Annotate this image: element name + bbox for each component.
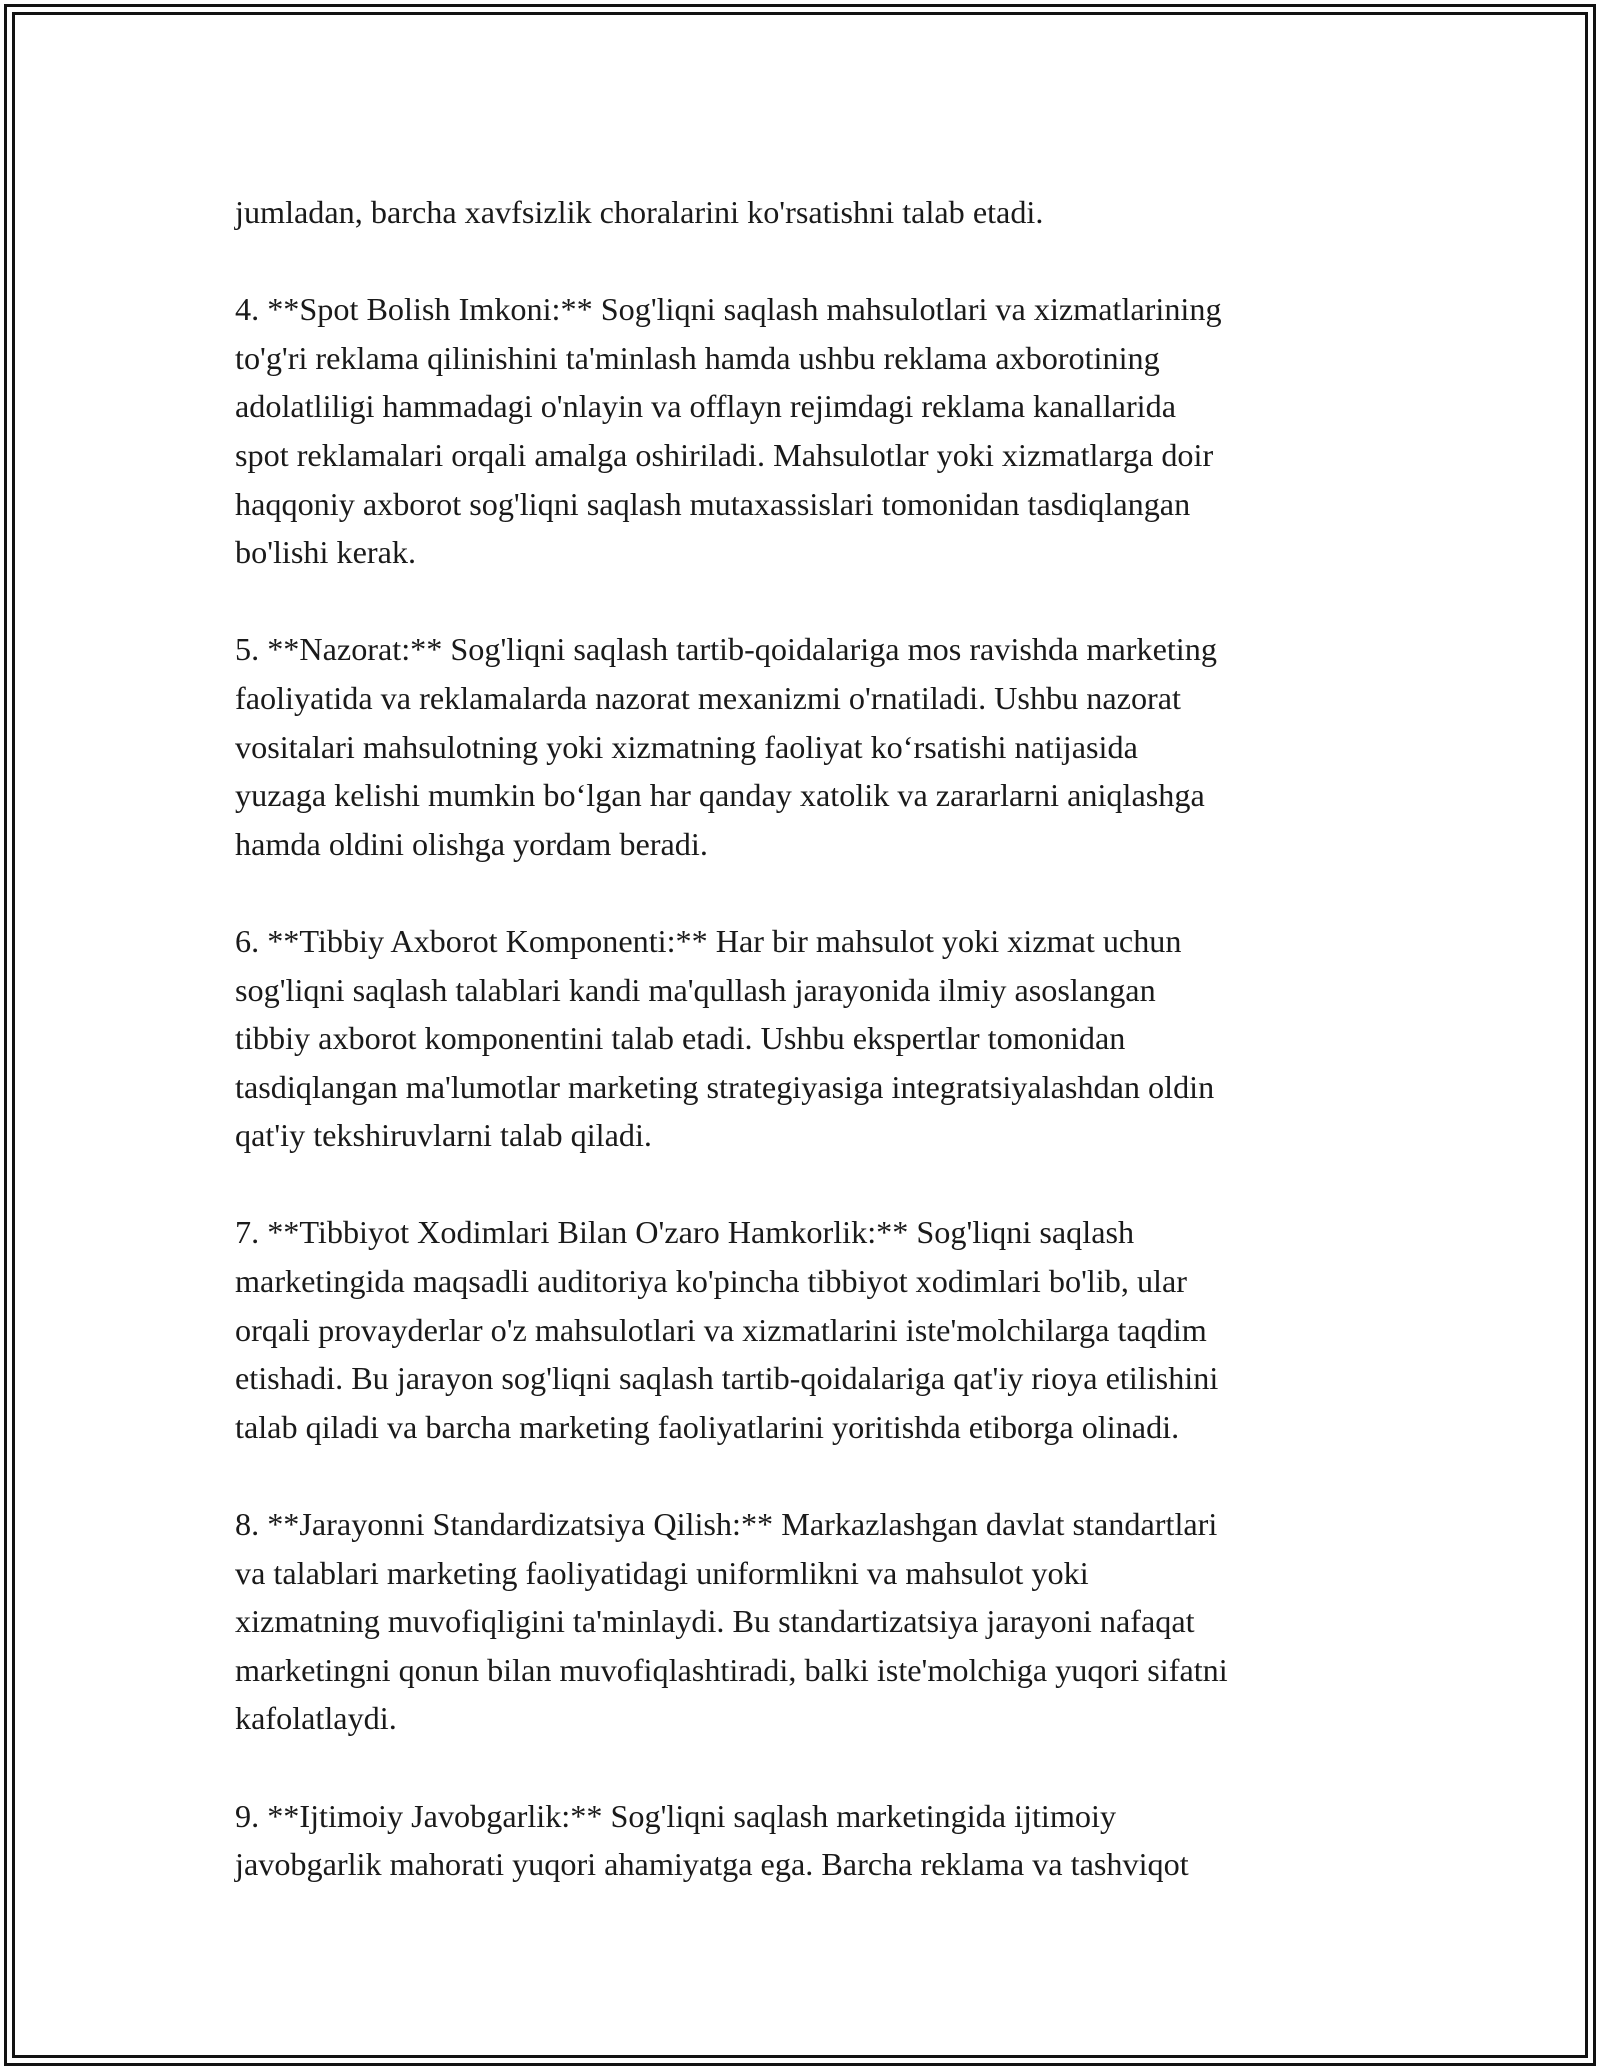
paragraph-item-6: 6. **Tibbiy Axborot Komponenti:** Har bir mahsulot yoki xizmat uchun sog'liqni saqlash talablari kandi ma'qullash jarayonida ilmiy asoslangan tibbiy axborot komponentini talab etadi. Ushbu ekspertlar tomonidan tasdiqlangan ma'lumotlar marketing strategiyasiga integratsiyalashdan oldin qat'iy tekshiruvlarni talab qiladi. bbox=[235, 922, 1215, 1154]
paragraph-item-7: 7. **Tibbiyot Xodimlari Bilan O'zaro Hamkorlik:** Sog'liqni saqlash marketingida maqsadli auditoriya ko'pincha tibbiyot xodimlari bo'lib, ular orqali provayderlar o'z mahsulotlari va xizmatlarini iste'molchilarga taqdim etishadi. Bu jarayon sog'liqni saqlash tartib-qoidalariga qat'iy rioya etilishini talab qiladi va barcha marketing faoliyatlarini yoritishda etiborga olinadi. bbox=[235, 1214, 1219, 1445]
paragraph-continuation: jumladan, barcha xavfsizlik choralarini ko'rsatishni talab etadi. bbox=[235, 194, 1044, 230]
paragraph-item-8: 8. **Jarayonni Standardizatsiya Qilish:** Markazlashgan davlat standartlari va talablari marketing faoliyatidagi uniformlikni va mahsulot yoki xizmatning muvofiqligini ta'minlaydi. Bu standartizatsiya jarayoni nafaqat marketingni qonun bilan muvofiqlashtiradi, balki iste'molchiga yuqori sifatni kafolatlaydi. bbox=[235, 1506, 1228, 1737]
document-body bbox=[235, 188, 1375, 1889]
paragraph-item-5: 5. **Nazorat:** Sog'liqni saqlash tartib-qoidalariga mos ravishda marketing faoliyatida va reklamalarda nazorat mexanizmi o'rnatiladi. Ushbu nazorat vositalari mahsulotning yoki xizmatning faoliyat ko‘rsatishi natijasida yuzaga kelishi mumkin bo‘lgan har qanday xatolik va zararlarni aniqlashga hamda oldini olishga yordam beradi. bbox=[235, 631, 1217, 862]
paragraph-item-9: 9. **Ijtimoiy Javobgarlik:** Sog'liqni saqlash marketingida ijtimoiy javobgarlik mahorati yuqori ahamiyatga ega. Barcha reklama va tashviqot bbox=[235, 1797, 1189, 1883]
paragraph-item-4: 4. **Spot Bolish Imkoni:** Sog'liqni saqlash mahsulotlari va xizmatlarining to'g'ri reklama qilinishini ta'minlash hamda ushbu reklama axborotining adolatliligi hammadagi o'nlayin va offlayn rejimdagi reklama kanallarida spot reklamalari orqali amalga oshiriladi. Mahsulotlar yoki xizmatlarga doir haqqoniy axborot sog'liqni saqlash mutaxassislari tomonidan tasdiqlangan bo'lishi kerak. bbox=[235, 291, 1222, 571]
